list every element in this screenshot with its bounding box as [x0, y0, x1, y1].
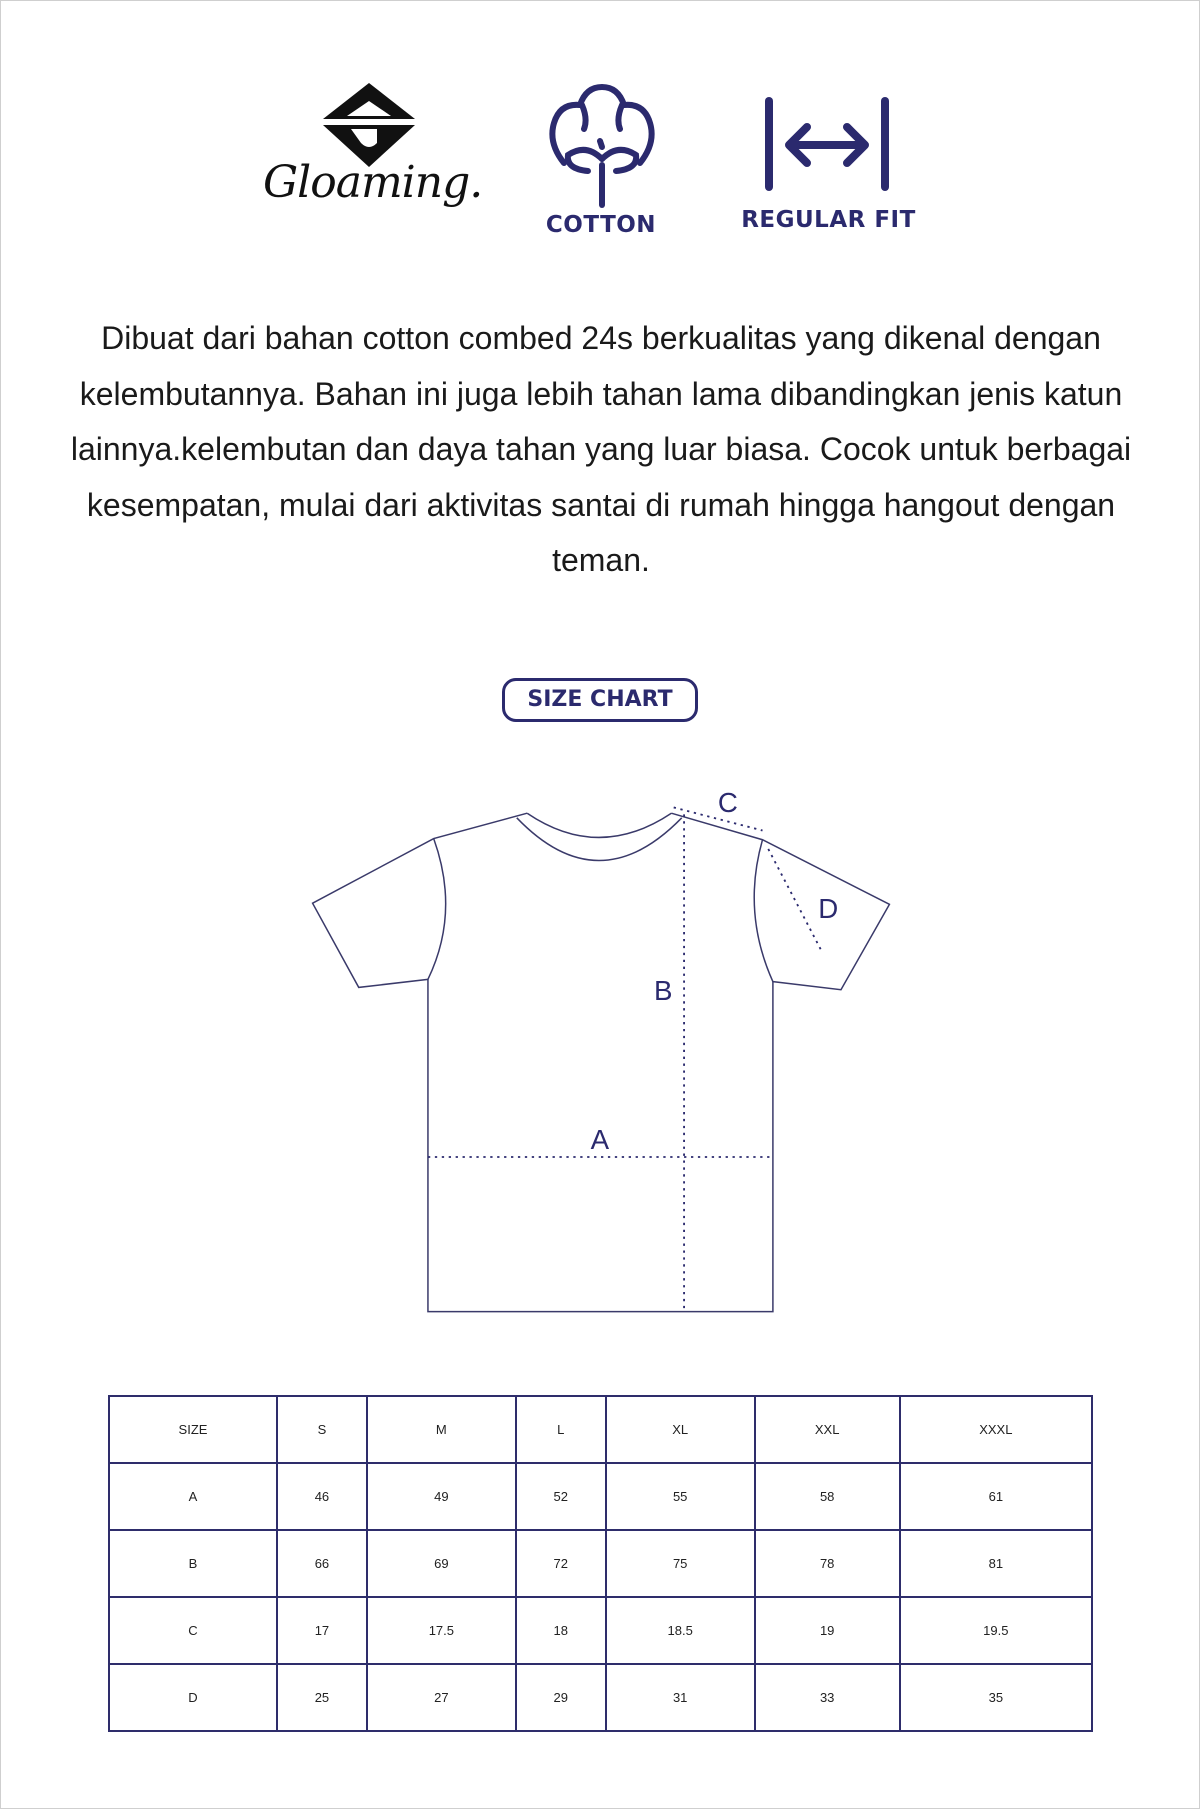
label-d: D: [818, 893, 839, 925]
table-cell: B: [109, 1530, 277, 1597]
table-cell: 29: [516, 1664, 606, 1731]
table-row: [109, 1597, 1092, 1664]
header-cell: S: [277, 1396, 367, 1463]
table-cell: D: [109, 1664, 277, 1731]
table-cell: 33: [755, 1664, 900, 1731]
table-cell: 46: [277, 1463, 367, 1530]
table-cell: 18.5: [606, 1597, 755, 1664]
label-b: B: [654, 975, 673, 1007]
table-cell: 61: [900, 1463, 1092, 1530]
table-cell: 75: [606, 1530, 755, 1597]
header-cell: XXXL: [900, 1396, 1092, 1463]
table-cell: 25: [277, 1664, 367, 1731]
table-cell: 18: [516, 1597, 606, 1664]
label-c: C: [717, 787, 738, 819]
table-cell: 72: [516, 1530, 606, 1597]
table-cell: 19: [755, 1597, 900, 1664]
header-cell: L: [516, 1396, 606, 1463]
size-table: [108, 1395, 1093, 1732]
table-cell: A: [109, 1463, 277, 1530]
table-cell: 17.5: [367, 1597, 516, 1664]
table-row: [109, 1664, 1092, 1731]
product-description: Dibuat dari bahan cotton combed 24s berkualitas yang dikenal dengan kelembutannya. Bahan ini juga lebih tahan lama dibandingkan jenis katun lainnya.kelembutan dan daya tahan yang luar biasa. Cocok untuk berbagai kesempatan, mulai dari aktivitas santai di rumah hingga hangout dengan teman.: [70, 320, 1132, 578]
table-cell: C: [109, 1597, 277, 1664]
measure-d-line: [768, 849, 822, 953]
table-cell: 31: [606, 1664, 755, 1731]
table-row: [109, 1530, 1092, 1597]
table-cell: 52: [516, 1463, 606, 1530]
brand-wordmark: Gloaming.: [263, 157, 483, 208]
table-cell: 58: [755, 1463, 900, 1530]
header-cell: M: [367, 1396, 516, 1463]
header-cell: SIZE: [109, 1396, 277, 1463]
table-cell: 17: [277, 1597, 367, 1664]
tshirt-outline: [313, 813, 890, 1311]
table-cell: 19.5: [900, 1597, 1092, 1664]
table-cell: 78: [755, 1530, 900, 1597]
regular-fit-label: REGULAR FIT: [741, 207, 916, 233]
table-cell: 55: [606, 1463, 755, 1530]
table-cell: 81: [900, 1530, 1092, 1597]
table-header-row: [109, 1396, 1092, 1463]
label-a: A: [590, 1123, 610, 1155]
table-cell: 49: [367, 1463, 516, 1530]
table-row: [109, 1463, 1092, 1530]
table-cell: 69: [367, 1530, 516, 1597]
table-cell: 35: [900, 1664, 1092, 1731]
cotton-label: COTTON: [545, 212, 657, 238]
size-chart-heading: SIZE CHART: [502, 678, 698, 722]
header-cell: XXL: [755, 1396, 900, 1463]
table-cell: 66: [277, 1530, 367, 1597]
table-cell: 27: [367, 1664, 516, 1731]
header-cell: XL: [606, 1396, 755, 1463]
